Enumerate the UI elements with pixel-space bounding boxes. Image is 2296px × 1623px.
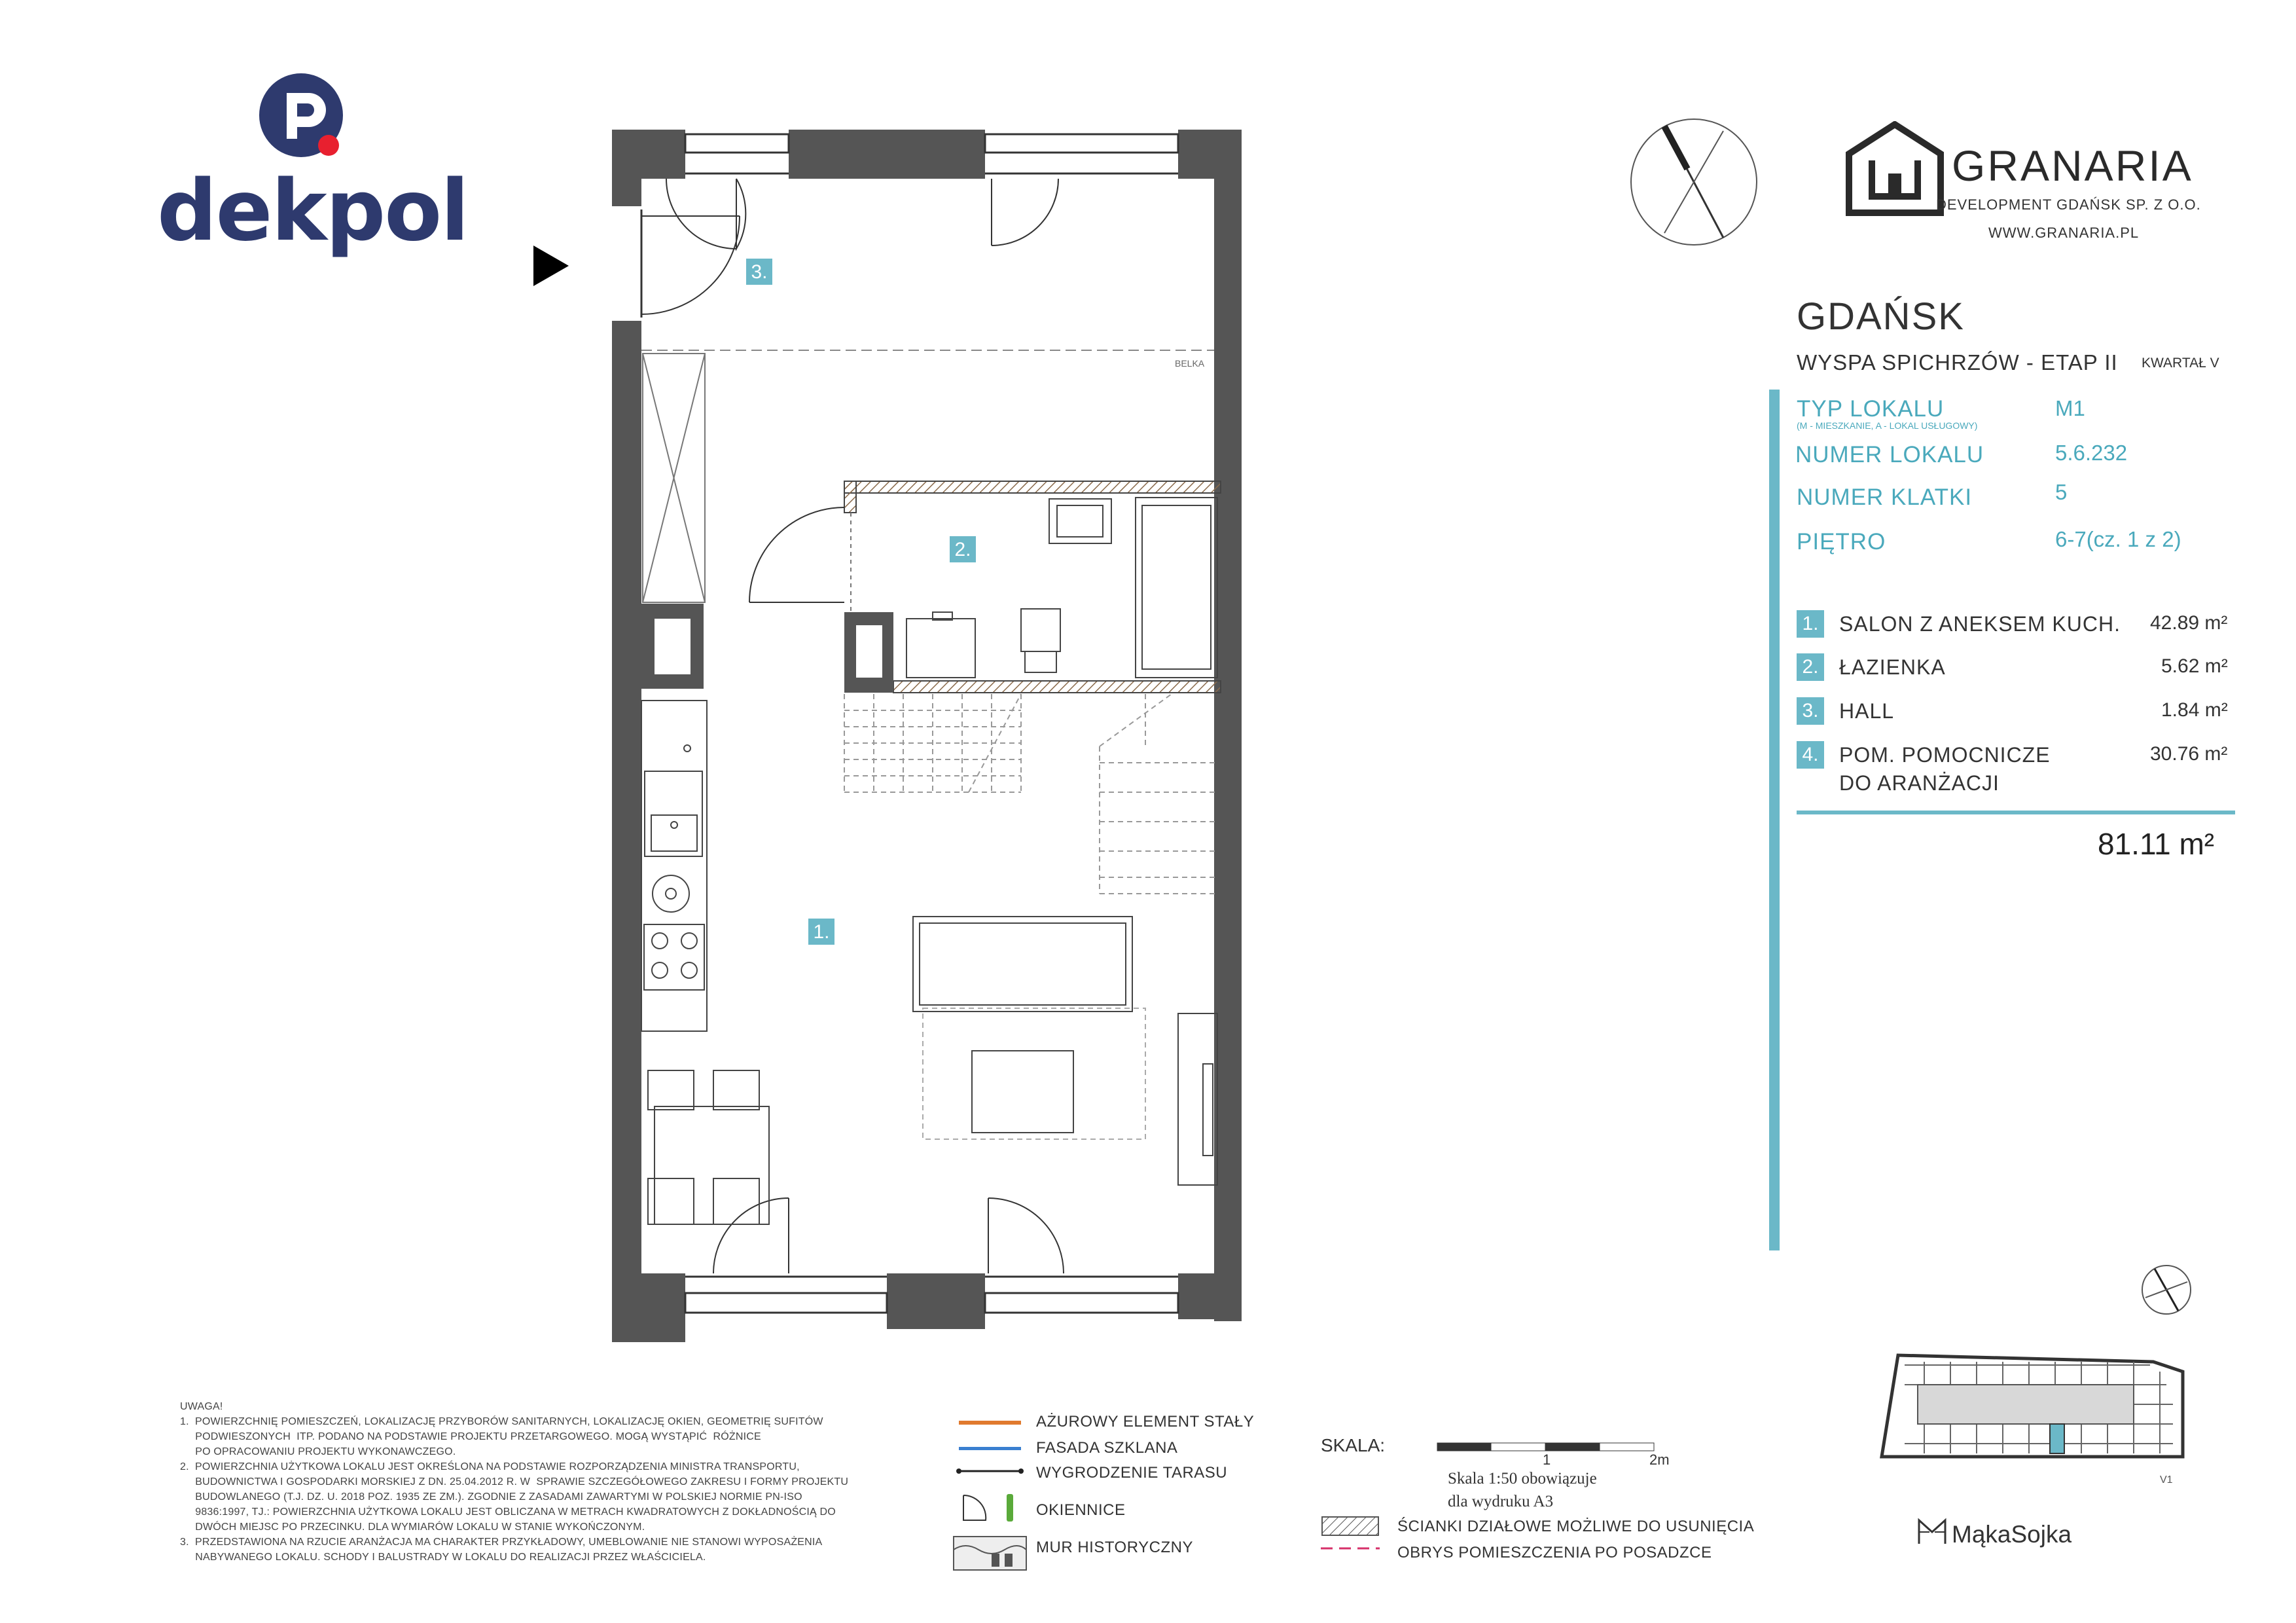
room-name: POM. POMOCNICZE (1839, 743, 2051, 767)
scale-label: SKALA: (1321, 1435, 1386, 1455)
legend-swatch-railing (956, 1467, 1024, 1476)
dash-swatch (1321, 1545, 1380, 1552)
living-set (913, 917, 1217, 1185)
accent-bar (1769, 390, 1780, 1250)
plan-label-1: 1. (813, 921, 830, 943)
stair-value: 5 (2055, 480, 2068, 504)
dekpol-wordmark: dekpol (157, 162, 468, 260)
quarter-label: KWARTAŁ V (2142, 356, 2219, 371)
room-badge: 3. (1797, 697, 1824, 725)
bathroom-walls (844, 481, 1221, 693)
granaria-title: GRANARIA (1952, 141, 2193, 190)
entrance-arrow-icon (533, 246, 570, 286)
total-area: 81.11 m² (2098, 827, 2215, 861)
entrance-opening (612, 206, 641, 321)
total-divider (1797, 811, 2235, 814)
room-area: 30.76 m² (2150, 743, 2228, 765)
stair-label: NUMER KLATKI (1797, 484, 1973, 510)
dekpol-emblem-icon (255, 72, 347, 164)
room-badge: 4. (1797, 741, 1824, 769)
granaria-subtitle: DEVELOPMENT GDAŃSK SP. Z O.O. (1936, 196, 2201, 213)
dekpol-logo (157, 72, 468, 260)
kitchen (641, 701, 707, 1031)
historic-wall-icon (952, 1535, 1028, 1571)
scale-tick-2: 2m (1649, 1451, 1670, 1468)
legend-swatch-glass (959, 1447, 1021, 1450)
room-name-line2: DO ARANŻACJI (1839, 771, 2000, 795)
site-plan-map (1878, 1345, 2186, 1463)
district-title: WYSPA SPICHRZÓW - ETAP II (1797, 350, 2118, 374)
note-line: 2. POWIERZCHNIA UŻYTKOWA LOKALU JEST OKREŚLONA NA PODSTAWIE ROZPORZĄDZENIA MINISTRA TRANSPORTU, (180, 1461, 800, 1472)
floor-plan (589, 118, 1270, 1362)
floor-value: 6-7(cz. 1 z 2) (2055, 527, 2181, 551)
granaria-emblem-icon (1846, 121, 1944, 216)
note-line: PODWIESZONYCH ITP. PODANO NA PODSTAWIE PROJEKTU PRZETARGOWEGO. MOGĄ WYSTĄPIĆ RÓŻNICE (180, 1431, 761, 1442)
bathroom-fixtures (906, 498, 1217, 678)
note-line: 3. PRZEDSTAWIONA NA RZUCIE ARANŻACJA MA CHARAKTER PRZYKŁADOWY, UMEBLOWANIE NIE STANOWI WYPOSAŻENIA (180, 1537, 823, 1548)
room-area: 42.89 m² (2150, 612, 2228, 634)
note-line: PO OPRACOWANIU PROJEKTU WYKONAWCZEGO. (180, 1446, 456, 1457)
note-line: BUDOWLANEGO (T.J. DZ. U. 2018 POZ. 1935 ZE ZM.). ZGODNIE Z ZASADAMI ZAWARTYMI W POLSKIEJ NORMIE PN-ISO (180, 1491, 802, 1503)
small-compass-icon (2140, 1264, 2193, 1316)
legend-swatch-openwork (959, 1421, 1021, 1425)
legend-label: OKIENNICE (1036, 1501, 1126, 1519)
unit-highlight (2050, 1424, 2064, 1453)
room-name: ŁAZIENKA (1839, 655, 1946, 679)
number-label: NUMER LOKALU (1795, 442, 1984, 467)
room-badge: 1. (1797, 610, 1824, 638)
type-label: TYP LOKALU (1797, 396, 1945, 422)
room-area: 5.62 m² (2161, 655, 2228, 677)
notes-heading: UWAGA! (180, 1401, 223, 1412)
number-value: 5.6.232 (2055, 441, 2128, 465)
wardrobe (643, 354, 705, 602)
note-line: 1. POWIERZCHNIĘ POMIESZCZEŃ, LOKALIZACJĘ PRZYBORÓW SANITARNYCH, LOKALIZACJĘ OKIEN, GEOMETRIĘ SUFITÓW (180, 1416, 823, 1427)
plan-label-2: 2. (954, 539, 971, 560)
compass-icon (1628, 117, 1759, 247)
shutter-icon (961, 1493, 1026, 1523)
note-line: 9836:1997, TJ.: POWIERZCHNIA UŻYTKOWA LOKALU JEST OBLICZANA W METRACH KWADRATOWYCH Z DOKŁADNOŚCIĄ DO (180, 1506, 836, 1518)
site-plan-version: V1 (2160, 1474, 2173, 1486)
hatch-label: ŚCIANKI DZIAŁOWE MOŻLIWE DO USUNIĘCIA (1397, 1518, 1755, 1535)
type-value: M1 (2055, 396, 2085, 420)
scale-tick-1: 1 (1543, 1451, 1551, 1468)
dining-set (648, 1070, 769, 1224)
architect-name: MąkaSojka (1952, 1521, 2072, 1548)
legend-label: FASADA SZKLANA (1036, 1439, 1178, 1457)
floor-label: PIĘTRO (1797, 529, 1886, 555)
stairs (844, 694, 1217, 894)
legend-label: WYGRODZENIE TARASU (1036, 1464, 1228, 1482)
beam-label: BELKA (1175, 358, 1205, 369)
note-line: NABYWANEGO LOKALU. SCHODY I BALUSTRADY W LOKALU DO REALIZACJI PRZEZ WŁAŚCICIELA. (180, 1552, 706, 1563)
scale-note-2: dla wydruku A3 (1448, 1493, 1554, 1510)
type-note: (M - MIESZKANIE, A - LOKAL USŁUGOWY) (1797, 420, 1978, 431)
room-area: 1.84 m² (2161, 699, 2228, 721)
note-line: BUDOWNICTWA I GOSPODARKI MORSKIEJ Z DN. 25.04.2012 R. W SPRAWIE SZCZEGÓŁOWEGO ZAKRESU I FORMY PROJEKTU (180, 1476, 849, 1487)
plan-label-3: 3. (751, 261, 768, 283)
hatch-swatch (1321, 1516, 1380, 1537)
note-line: DWÓCH MIEJSC PO PRZECINKU. DLA WYMIARÓW LOKALU W STANIE WYKOŃCZONYM. (180, 1522, 645, 1533)
granaria-url: WWW.GRANARIA.PL (1988, 225, 2140, 241)
legend-label: MUR HISTORYCZNY (1036, 1539, 1193, 1556)
city-title: GDAŃSK (1797, 295, 1965, 338)
scale-note-1: Skala 1:50 obowiązuje (1448, 1470, 1597, 1487)
architect-logo-icon (1916, 1518, 1948, 1546)
notes (180, 1399, 965, 1565)
room-badge: 2. (1797, 653, 1824, 681)
room-name: HALL (1839, 699, 1895, 723)
legend-label: AŻUROWY ELEMENT STAŁY (1036, 1413, 1255, 1431)
dash-label: OBRYS POMIESZCZENIA PO POSADZCE (1397, 1544, 1712, 1561)
room-name: SALON Z ANEKSEM KUCH. (1839, 612, 2121, 636)
